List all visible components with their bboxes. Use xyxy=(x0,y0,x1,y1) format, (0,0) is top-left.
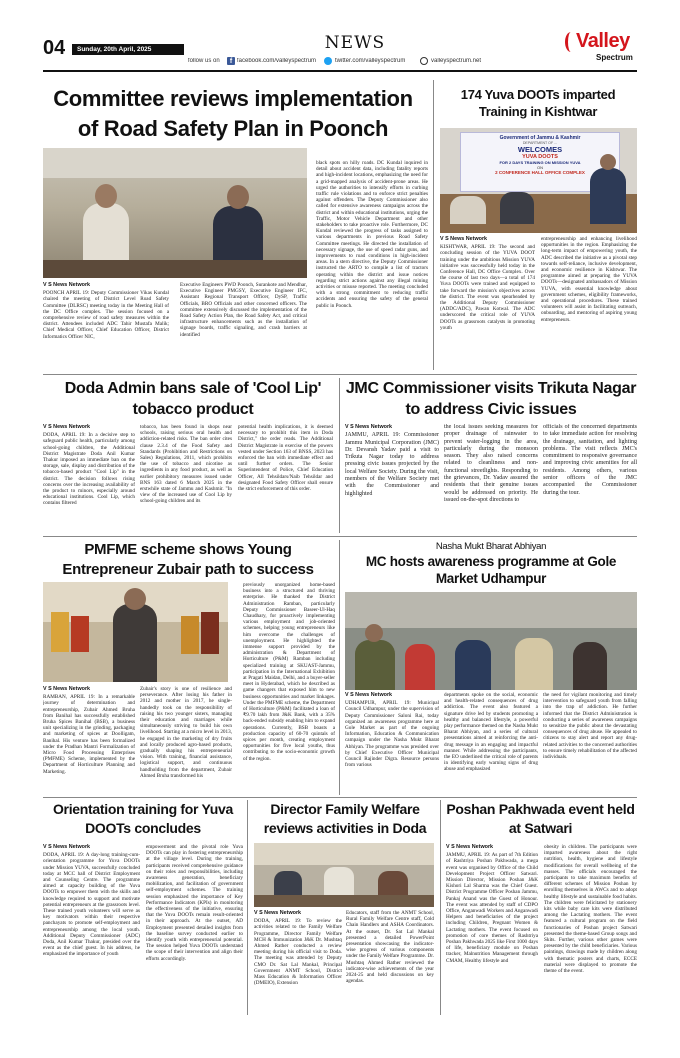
section-title: NEWS xyxy=(324,33,386,53)
section-rule-1 xyxy=(43,374,637,375)
a1-headline: Committee reviews implementation of Road Safety Plan in Poonch xyxy=(53,86,413,141)
header-rule xyxy=(43,70,637,72)
a5-text-col2: Zubair's story is one of resilience and perseverance. After losing his father in 2012 and mother in 2017, he single-handedly took on the responsibility of raising his two younger sisters, managing their education and marriages while simultaneously striving to build his own livelihood. Starting at a micro level in 2013, he engaged in the marketing of dry fruits and locally produced agro-based products, gradually shaping his entrepreneurial vision. With training, financial assistance, logistical support, and continuous handholding from the department, Zubair Ahmed Bruha transformed his xyxy=(140,686,232,779)
vertical-rule-4 xyxy=(247,800,248,1015)
a9-headline: Poshan Pakhwada event held at Satwari xyxy=(446,801,635,836)
a8-photo xyxy=(254,843,434,907)
a1-byline: V S News Network xyxy=(43,282,91,288)
section-rule-2 xyxy=(43,536,637,537)
globe-icon xyxy=(420,57,428,65)
a2-text-col2: entrepreneurship and enhancing livelihood opportunities in the region. Emphasizing the long-term impact of empowering youth, the ADC described the initiative as a pivotal step towards self-reliance, inclusive development, and economic resilience in Kishtwar. The programme aimed at preparing the YUVA DOOTs—designated ambassadors of Mission YUVA, with essential knowledge about government schemes, eligibility frameworks, and operational procedures. These trained volunteers will assist in facilitating outreach, onboarding, and mentoring of aspiring young entrepreneurs. xyxy=(541,236,637,323)
a2-banner-line-3: WELCOMES xyxy=(517,145,563,154)
a2-banner-line-2: DEPARTMENT OF ... xyxy=(522,141,558,145)
a4-headline: JMC Commissioner visits Trikuta Nagar to address Civic issues xyxy=(345,380,637,418)
a8-text-col1: DODA, APRIL 19: To review the activities related to the Family Welfare Programme, Director Family Welfare MCH & Immunization J&K Dr. Mushtaq Ahmed Rather conducted a review meeting during his official visit to Doda. The meeting was attended by Deputy CMO Dr. Sat Lal Mankal, Principal Government ANMT School, District Mass Education & Information Officer (DMEIO), Extension xyxy=(254,918,342,987)
vertical-rule-2 xyxy=(339,378,340,533)
a8-text-col2: Educators, staff from the ANMT School, Rural Family Welfare Centre staff, Cold Chain Handlers and ASHA Coordinators. At the outset, Dr. Sat Lal Mankal presented a detailed PowerPoint presentation showcasing the indicator-wise progress of various components under the Family Welfare Programme. Dr. Mushtaq Ahmed Rather reviewed the indicator-wise achievements of the year 2024-25 and held discussions on key agendas. xyxy=(346,910,434,985)
vertical-rule xyxy=(433,80,434,370)
a4-text-col3: officials of the concerned departments to take immediate action for resolving the drainage, sanitation, and lighting problems. The visit reflects JMC's commitment to responsive governance and improving civic amenities for all residents. Among others, various senior officers of the JMC accompanied the Commissioner during the tour. xyxy=(543,424,637,496)
a7-text-col2: empowerment and the pivotal role Yuva DOOTs can play in fostering entrepreneurship at the village level. During the training, participants received comprehensive guidance on their roles and responsibilities, including awareness generation, beneficiary mobilization, and facilitation of government self-employment schemes. The training session emphasized the importance of Key Performance Indicators (KPIs) in monitoring the effectiveness of the initiative, ensuring that the Yuva DOOTs remain result-oriented in their approach. At the outset, AD Employment presented detailed insights from the baseline survey conducted earlier to identify youth with entrepreneurial potential. The session helped Yuva DOOTs understand the scope of their intervention and align their efforts accordingly. xyxy=(146,844,243,962)
logo-main: Valley xyxy=(576,30,630,52)
a2-byline: V S News Network xyxy=(440,236,488,242)
a3-text-col3: potential health implications, it is deemed necessary to prohibit this item in Doda District," the order reads. The Additional District Magistrate in exercise of the powers vested under Section 163 of BNSS, 2023 has enforced the ban with immediate effect and until further orders. The Senior Superintendent of Police, Chief Education Officer, All Tehsildars/Naib Tehsildar and designated Food Safety Officer shall ensure the strict enforcement of this order. xyxy=(238,424,333,493)
a9-text-col2: obesity in children. The participants were imparted awareness about the right nutrition, health, hygiene and lifestyle modifications for overall wellbeing of the masses. The officials encouraged the participants to take maximum benefits of different schemes of Mission Poshan by enrolling themselves in AWCs and to adopt healthy lifestyle and sustainable food habits. The children were felicitated by stationery kits while baby care kits were distributed among the Lactating mothers. The event featured a cultural program on the field functionaries of Poshan project Satwari presented the theme-based Group songs and Skits. Further, various other games were presented by the child beneficiaries. Various paintings, drawings made by children along with thematic posters and charts, ECCE material were displayed to promote the theme of the event. xyxy=(544,844,637,975)
page-number: 04 xyxy=(43,37,66,59)
website-link[interactable]: valleyspectrum.net xyxy=(431,58,482,64)
a8-headline: Director Family Welfare reviews activities in Doda xyxy=(263,801,427,836)
a1-text-col3: black spots on hilly roads. DC Kundal inquired in detail about accident data, including fatality reports and high-incident locations, emphasizing the need for a grid-mapped analysis of accident-prone areas. He urged the authorities to intensify efforts in curbing traffic rule violations and to enforce strict penalties against offenders. The Deputy Commissioner also called for extensive awareness campaigns across the district and within educational institutions, urging the Traffic, Motor Vehicle Department and other stakeholders to take proactive role. Furthermore, DC Kundal reviewed the progress of tasks assigned to various departments in previous Road Safety Committee meetings. He directed the installation of necessary signage, the use of speed radar guns, and improvements to road conditions in high-incident areas. In a stern directive, the Deputy Commissioner instructed the ARTO to compile a list of tractors operating within the district and issue notices regarding strict actions against any illegal mining activities or misuse reported. The meeting concluded with a strong commitment to reducing traffic accidents and ensuring the safety of the general public in Poonch. xyxy=(316,160,428,309)
a3-headline: Doda Admin bans sale of 'Cool Lip' tobacco product xyxy=(64,380,322,418)
a5-byline: V S News Network xyxy=(43,686,91,692)
a6-byline: V S News Network xyxy=(345,692,393,698)
a4-byline: V S News Network xyxy=(345,424,393,430)
a5-text-col3: previously unorganized home-based business into a structured and thriving enterprise. He thanked the District Administration Ramban, particularly Deputy Commissioner Baseer-Ul-Haq Chaudhary, for proactively implementing various employment and job-oriented schemes, helping young entrepreneurs like him overcome the challenges of unemployment. He highlighted the immense support provided by the administration & Department of Horticulture (P&M) Ramban including specialized training at SKUAST-Jammu, participation in the International Exhibition at Pragati Maidan, Delhi, and a buyer-seller meet in Hyderabad, which he described as game changers that exposed him to new business opportunities and market linkages. Under the PMFME scheme, the Department of Horticulture (P&M) facilitated a loan of ₹9.70 lakh from J&K Bank, with a 35% back-ended subsidy enabling him to expand operations. Currently, BSB boasts a production capacity of 60-70 quintals of spices per month, creating employment opportunities for five local youths, thus contributing to the socio-economic growth of the region. xyxy=(243,582,335,762)
a7-byline: V S News Network xyxy=(43,844,91,850)
facebook-icon: f xyxy=(227,57,235,65)
a5-headline: PMFME scheme shows Young Entrepreneur Zubair path to success xyxy=(62,541,314,578)
twitter-icon xyxy=(324,57,332,65)
a3-text-col1: DODA, APRIL 19: In a decisive step to safeguard public health, particularly among school-going children, the Additional District Magistrate Doda Anil Kumar Thakur imposed an immediate ban on the storage, sale, display and distribution of the tobacco-based product "Cool Lip" in the district. The decision follows rising concerns over the increasing availability of the product to minors, especially around educational institutions. Cool Lip, which contains filtered xyxy=(43,432,135,507)
a1-text-col1: POONCH APRIL 19: Deputy Commissioner Vikas Kundal chaired the meeting of District Level Road Safety Committee (DLRSC) meeting today in the Meeting Hall of the DC Office complex. The session focused on a comprehensive review of road safety measures within the district. Attendees included ADC Tahir Mustafa Malik; Chief Medical Officer, Chief Education Officer, District Informatics Officer NIC, xyxy=(43,290,169,340)
a2-banner-line-4: YUVA DOOTS xyxy=(522,154,558,160)
a1-text-col2: Executive Engineers PWD Poonch, Surankote and Mendhar, Executive Engineer PMGSY, Executive Engineer IFC, Assistant Regional Transport Officer, DySP, Traffic Officials, BRO Officials and other concerned officers. The committee extensively discussed the implementation of the Road Safety Action Plan, the Road Safety Act, and critical infrastructure enhancements such as the installation of signage boards, traffic signaling, and crash barriers at identified xyxy=(180,282,307,338)
a3-byline: V S News Network xyxy=(43,424,91,430)
a6-kicker: Nasha Mukt Bharat Abhiyan xyxy=(435,541,547,552)
a2-text-col1: KISHTWAR, APRIL 19: The second and concluding session of the YUVA DOOT training under the ambitious Mission YUVA initiative was successfully held today in the Conference Hall, DC Office Complex. Over the course of last two days—a total of 174 Yuva DOOTs were trained and equipped to take forward the mission's objectives across the district. The event was spearheaded by the Additional Deputy Commissioner (ADDC/ADC), Pawan Kotwal. The ADC underscored the critical role of YUVA DOOTs as grassroots catalysts in promoting youth xyxy=(440,244,535,331)
a9-byline: V S News Network xyxy=(446,844,494,850)
a6-headline: MC hosts awareness programme at Gole Market Udhampur xyxy=(365,554,617,586)
a6-text-col1: UDHAMPUR, APRIL 19: Municipal Council Udhampur, under the supervision of Deputy Commissioner Saloni Rai, today organized an awareness programme here at Gole Market as part of the ongoing Information, Education & Communication campaign under the Nasha Mukt Bharat Abhiyan. The programme was presided over by Chief Executive Officer Municipal Council Rajinder Digra. Resource persons from various xyxy=(345,700,439,769)
a7-text-col1: DODA, APRIL 19: A day-long training-cum-orientation programme for Yuva DOOTs under Mission YUVA, successfully concluded today at MCC hall of District Employment and Counseling Centre. The programme aimed at capacity building of the Yuva DOOTs to empower them with the skills and knowledge required to support and motivate potential entrepreneurs at the grassroots level. These trained youth volunteers will serve as key motivators within their respective panchayats to promote self-employment and entrepreneurship among the local youth. Additional Deputy Commissioner (ADC) Doda, Anil Kumar Thakur, presided over the event as the chief guest. In his address, he emphasized the importance of youth xyxy=(43,852,140,958)
facebook-link[interactable]: facebook.com/valleyspectrum xyxy=(237,58,317,64)
a9-text-col1: JAMMU, APRIL 19: As part of 7th Edition of Rashtriya Poshan Pakhwada, a mega event was organised by Office of the Child Development Project Officer Satwari. Mission Director, Mission Poshan J&K Kishori Lal Sharma was the Chief Guest. District Programme Officer Poshan Jammu, Pankaj Anand was the Guest of Honour. The event was attended by staff of CDPO Office, Anganwadi Workers and Anganwadi Helpers and beneficiaries of the project including Children, Pregnant Women & Lactating mothers. The event focused on promotion of core themes of Rashtriya Poshan Pakhwada 2025 like First 1000 days of life, beneficiary module on Poshan tracker, Malnutrition Management through CMAM, Healthy lifestyle and xyxy=(446,852,538,964)
twitter-link[interactable]: twitter.com/valleyspectrum xyxy=(335,58,406,64)
a6-photo xyxy=(345,592,637,690)
a1-photo xyxy=(43,148,307,278)
a2-banner-line-5: FOR 2 DAYS TRAINING ON MISSION YUVA xyxy=(499,160,581,165)
a2-banner-line-7: 2 CONFERENCE HALL OFFICE COMPLEX xyxy=(495,170,585,175)
a3-text-col2: tobacco, has been found in shops near schools, raising serious oral health and addiction-related risks. The ban order cites clause 2.3.4 of the Food Safety and Standards (Prohibition and Restrictions on Sales) Regulations, 2011, which prohibits the use of tobacco and nicotine as ingredients in any food product, as well as earlier prohibitory measures issued under BNS 163 dated 6 March 2025 in the erstwhile state of Jammu and Kashmir. "In view of the increased use of Cool Lip by school-going children and its xyxy=(140,424,232,505)
logo-sub: Spectrum xyxy=(596,53,633,62)
a6-text-col3: the need for vigilant monitoring and timely intervention to safeguard youth from falling into the trap of addiction. He further informed that the District Administration is conducting a series of awareness campaigns to sensitize the public about the devastating consequences of drug abuse. He appealed to citizens to stay alert and report any drug-related activities to the concerned authorities to ensure timely rehabilitation of the affected individuals. xyxy=(543,692,637,761)
vertical-rule-3 xyxy=(339,540,340,795)
a2-banner-line-1: Government of Jammu & Kashmir xyxy=(499,135,581,141)
section-rule-3 xyxy=(43,797,637,798)
a2-headline: 174 Yuva DOOTs imparted Training in Kishtwar xyxy=(460,87,616,119)
a2-photo xyxy=(440,128,637,233)
a2-banner-line-6: ON xyxy=(537,165,543,170)
vertical-rule-5 xyxy=(440,800,441,1015)
a8-byline: V S News Network xyxy=(254,910,302,916)
a5-text-col1: RAMBAN, APRIL 19: In a remarkable journey of determination and entrepreneurship, Zubair Ahmed Bruha from Banihal has successfully established Bruha Spices Banihal (BSB), a business unit specializing in the grinding, packaging and marketing of spices at Doolligam, Banihal. His venture has been formalized under the Pradhan Mantri Formalization of Micro Food Processing Enterprises (PMFME) Scheme, implemented by the Department of Horticulture Planning and Marketing. xyxy=(43,694,135,775)
date-banner: Sunday, 20th April, 2025 xyxy=(72,44,184,55)
a6-text-col2: departments spoke on the social, economic and health-related consequences of drug addiction. The event also featured a signature drive led by students promoting a healthy and balanced lifestyle, a powerful play performance themed on the Nasha Mukt Bharat Abhiyan, and a series of cultural presentations aimed at reinforcing the anti-drug message in an engaging and impactful manner. While addressing the participants, the EO underlined the critical role of parents in identifying early warning signs of drug abuse and emphasized xyxy=(444,692,538,773)
a7-headline: Orientation training for Yuva DOOTs concludes xyxy=(52,801,234,836)
a4-text-col1: JAMMU, APRIL 19: Commissioner Jammu Municipal Corporation (JMC) Dr. Devansh Yadav paid a visit to Trikuta Nagar today to address pressing civic issues projected by the local Welfare Society. During the visit, members of the Welfare Society met with the Commissioner and highlighted xyxy=(345,432,439,497)
a5-photo xyxy=(43,582,228,682)
a4-text-col2: the local issues seeking measures for proper drainage of rainwater to prevent water-logging in the area, particularly during the monsoon season. They also raised concerns related to cleanliness and non-functional streetlights. Responding to the grievances, Dr. Yadav assured the residents that their genuine issues would be addressed on priority. He issued on-the-spot directions to xyxy=(444,424,538,503)
follow-us-label: follow us on xyxy=(188,58,220,64)
